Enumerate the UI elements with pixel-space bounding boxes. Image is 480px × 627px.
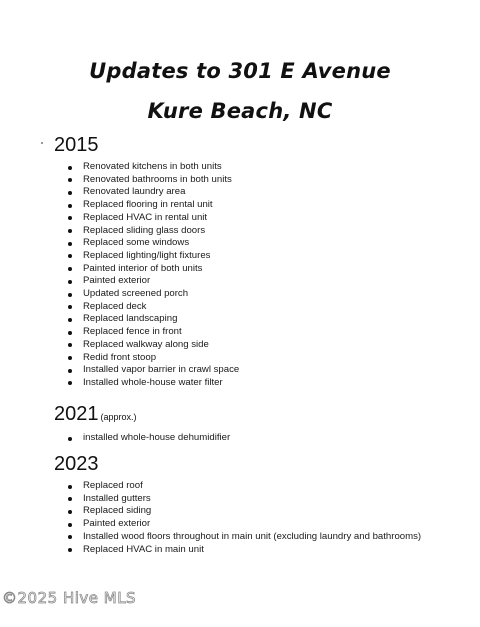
- section-year: 2015: [54, 134, 99, 156]
- section-2015: [54, 134, 454, 390]
- list-item: Replaced some windows: [54, 237, 454, 250]
- section-year-note: (approx.): [100, 412, 137, 422]
- list-item: Installed gutters: [54, 493, 454, 506]
- section-year: 2023: [54, 453, 99, 475]
- list-item: Replaced deck: [54, 301, 454, 314]
- page-title-line-2: Kure Beach, NC: [147, 99, 333, 123]
- update-list: [54, 161, 454, 390]
- update-list: [54, 480, 454, 556]
- list-item: Installed whole-house water filter: [54, 377, 454, 390]
- list-item: Renovated kitchens in both units: [54, 161, 454, 174]
- list-item: Replaced lighting/light fixtures: [54, 250, 454, 263]
- list-item: Painted exterior: [54, 518, 454, 531]
- list-item: installed whole-house dehumidifier: [54, 432, 454, 445]
- list-item: Replaced sliding glass doors: [54, 225, 454, 238]
- list-item: Replaced fence in front: [54, 326, 454, 339]
- page-title-line-1: Updates to 301 E Avenue: [89, 59, 391, 83]
- section-2021: [54, 403, 454, 445]
- list-item: Replaced walkway along side: [54, 339, 454, 352]
- section-year-heading: [54, 134, 454, 156]
- list-item: Renovated bathrooms in both units: [54, 174, 454, 187]
- copyright-watermark: ©2025 Hive MLS: [2, 589, 137, 607]
- list-item: Renovated laundry area: [54, 186, 454, 199]
- list-item: Replaced roof: [54, 480, 454, 493]
- list-item: Redid front stoop: [54, 352, 454, 365]
- list-item: Updated screened porch: [54, 288, 454, 301]
- list-item: Replaced HVAC in rental unit: [54, 212, 454, 225]
- list-item: Installed vapor barrier in crawl space: [54, 364, 454, 377]
- list-item: Painted interior of both units: [54, 263, 454, 276]
- update-list: [54, 432, 454, 445]
- list-item: Replaced landscaping: [54, 313, 454, 326]
- list-item: Painted exterior: [54, 275, 454, 288]
- list-item: Replaced flooring in rental unit: [54, 199, 454, 212]
- scan-speck: [41, 142, 43, 144]
- section-year-heading: [54, 453, 454, 475]
- list-item: Replaced HVAC in main unit: [54, 544, 454, 557]
- section-2023: [54, 453, 454, 556]
- list-item: Replaced siding: [54, 505, 454, 518]
- list-item: Installed wood floors throughout in main unit (excluding laundry and bathrooms): [54, 531, 454, 544]
- section-year: 2021: [54, 403, 99, 425]
- section-year-heading: [54, 403, 454, 428]
